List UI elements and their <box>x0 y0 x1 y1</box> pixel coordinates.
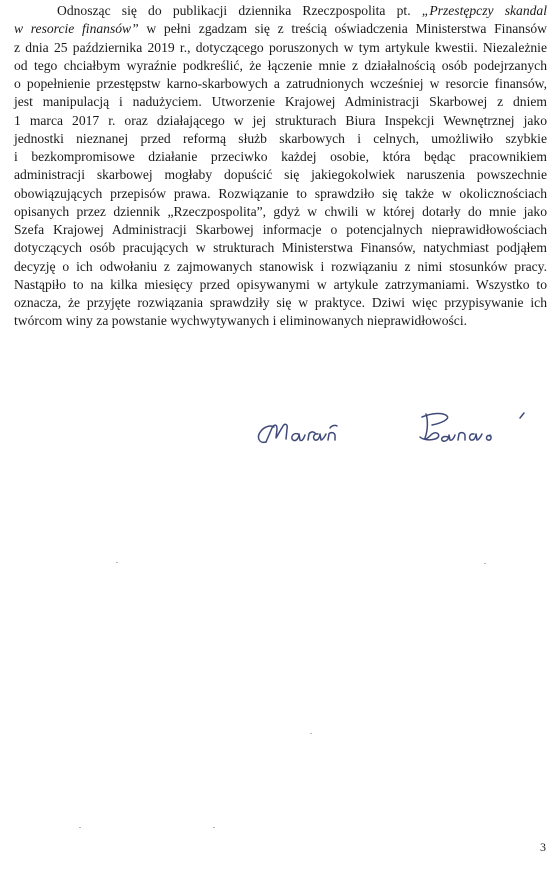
text-line-10: administracji skarbowej mogłaby dopuścić się jakiegokolwiek naruszenia powszechnie <box>14 167 547 183</box>
text-line-16: Nastąpiło to na kilka miesięcy przed opisywanymi w artykule zatrzymaniami. Wszystko to <box>14 276 547 292</box>
text-line-7: 1 marca 2017 r. oraz działającego w jej strukturach Biura Inspekcji Wewnętrznej jako <box>14 112 547 128</box>
text-line-5: o popełnienie przestępstw karno-skarbowych a zatrudnionych wcześniej w resorcie finansów, <box>14 76 547 91</box>
scan-speck <box>116 562 118 563</box>
text-line-14: dotyczących osób pracujących w strukturach Ministerstwa Finansów, natychmiast podjąłem <box>14 240 547 256</box>
scan-speck <box>213 827 215 828</box>
text-line-6: jest manipulacją i nadużyciem. Utworzenie Krajowej Administracji Skarbowej z dniem <box>14 94 547 110</box>
scan-speck <box>310 733 312 734</box>
letter-body <box>14 2 547 331</box>
text-line-13: Szefa Krajowej Administracji Skarbowej informacje o potencjalnych nieprawidłowościach <box>14 222 547 237</box>
text-line-17: oznacza, że przyjęte rozwiązania sprawdziły się w praktyce. Dziwi więc przypisywanie ich <box>14 295 547 310</box>
page-number: 3 <box>540 840 546 854</box>
article-title-part-2: w resorcie finansów” <box>14 21 139 37</box>
text-line-4: od tego chciałbym wyraźnie podkreślić, że łączenie mnie z działalnością osób podejrzanych <box>14 57 547 73</box>
text-line-2-part-b: w pełni zgadzam się z treścią oświadczenia Ministerstwa Finansów <box>138 21 547 37</box>
text-line-12: opisanych przez dziennik „Rzeczpospolita”, gdyż w chwili w której dotarły do mnie jako <box>14 203 547 219</box>
text-line-15: decyzję o ich odwołaniu z zajmowanych stanowisk i rozwiązaniu z nimi stosunków pracy. <box>14 258 547 274</box>
text-line-1-part-a: Odnosząc się do publikacji dziennika Rzeczpospolita pt. <box>57 3 422 18</box>
text-line-8: jednostki nieznanej przed reformą służb skarbowych i celnych, umożliwiło szybkie <box>14 130 547 146</box>
text-line-1 <box>14 2 547 20</box>
text-line-11: obowiązujących przepisów prawa. Rozwiązanie to sprawdziło się także w okolicznościach <box>14 185 547 201</box>
text-line-3: z dnia 25 października 2019 r., dotyczącego poruszonych w tym artykule kwestii. Niezależnie <box>14 39 547 55</box>
letter-paragraph <box>14 2 547 331</box>
text-line-9: i bezkompromisowe działanie przeciwko każdej osobie, która będąc pracownikiem <box>14 149 547 164</box>
scan-speck <box>484 563 486 564</box>
article-title-part-1: „Przestępczy skandal <box>421 3 547 18</box>
scan-speck <box>79 827 81 828</box>
handwritten-signature <box>252 404 552 454</box>
text-line-2 <box>14 20 547 38</box>
text-line-18: twórcom winy za powstanie wychwytywanych i eliminowanych nieprawidłowości. <box>14 313 468 329</box>
